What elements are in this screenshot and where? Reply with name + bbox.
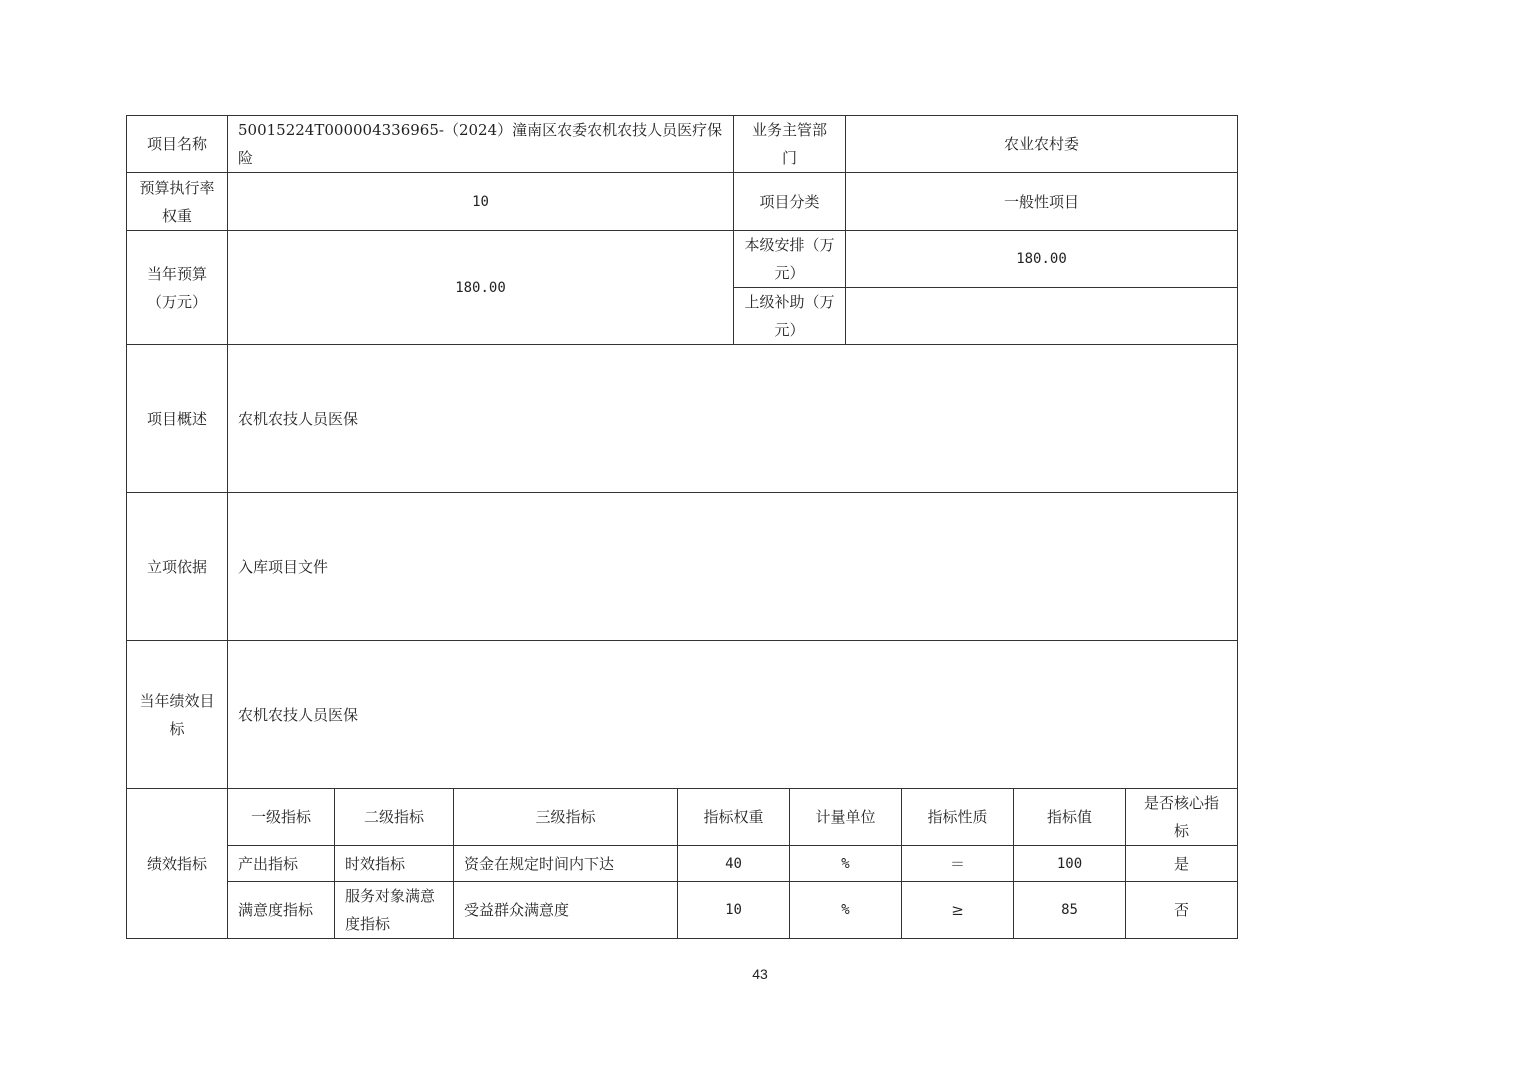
upper-label-line2: 元） <box>774 321 805 339</box>
perf-label: 绩效指标 <box>126 788 228 939</box>
header-value: 指标值 <box>1013 788 1126 846</box>
overview-label: 项目概述 <box>126 344 228 493</box>
project-name-label: 项目名称 <box>126 115 228 173</box>
row1-nature: ＝ <box>901 845 1014 882</box>
local-value: 180.00 <box>845 230 1238 288</box>
row1-level1: 产出指标 <box>227 845 335 882</box>
budget-label-line2: （万元） <box>146 292 207 311</box>
header-level2: 二级指标 <box>334 788 454 846</box>
row1-unit: % <box>789 845 902 882</box>
header-core <box>1125 788 1238 846</box>
row2-value: 85 <box>1013 881 1126 939</box>
row1-value: 100 <box>1013 845 1126 882</box>
row2-weight: 10 <box>677 881 790 939</box>
overview-value: 农机农技人员医保 <box>227 344 1238 493</box>
row2-level1: 满意度指标 <box>227 881 335 939</box>
row2-unit: % <box>789 881 902 939</box>
row2-level2 <box>334 881 454 939</box>
budget-value: 180.00 <box>227 230 734 345</box>
header-core-line1: 是否核心指 <box>1143 794 1219 812</box>
dept-value: 农业农村委 <box>845 115 1238 173</box>
upper-label <box>733 287 846 345</box>
project-name-value: 50015224T000004336965-（2024）潼南区农委农机农技人员医疗保险 <box>227 115 734 173</box>
upper-value <box>845 287 1238 345</box>
goal-label-line1: 当年绩效目 <box>139 691 215 710</box>
rate-value: 10 <box>227 172 734 231</box>
header-core-line2: 标 <box>1173 822 1189 840</box>
budget-label-line1: 当年预算 <box>146 264 207 283</box>
row1-core: 是 <box>1125 845 1238 882</box>
basis-value: 入库项目文件 <box>227 492 1238 641</box>
row1-level3: 资金在规定时间内下达 <box>453 845 678 882</box>
goal-label-line2: 标 <box>169 719 185 738</box>
row2-nature: ≥ <box>901 881 1014 939</box>
row1-level2: 时效指标 <box>334 845 454 882</box>
page-number: 43 <box>752 966 768 982</box>
header-weight: 指标权重 <box>677 788 790 846</box>
rate-label <box>126 172 228 231</box>
header-level1: 一级指标 <box>227 788 335 846</box>
row2-level3: 受益群众满意度 <box>453 881 678 939</box>
header-nature: 指标性质 <box>901 788 1014 846</box>
rate-label-line2: 权重 <box>161 206 192 225</box>
category-value: 一般性项目 <box>845 172 1238 231</box>
category-label: 项目分类 <box>733 172 846 231</box>
local-label-line2: 元） <box>774 264 805 282</box>
goal-label <box>126 640 228 789</box>
row2-level2-line2: 度指标 <box>345 915 391 933</box>
header-level3: 三级指标 <box>453 788 678 846</box>
header-unit: 计量单位 <box>789 788 902 846</box>
row2-level2-line1: 服务对象满意 <box>345 887 436 905</box>
local-label <box>733 230 846 288</box>
dept-label <box>733 115 846 173</box>
dept-label-line2: 门 <box>781 149 797 167</box>
row1-weight: 40 <box>677 845 790 882</box>
row2-core: 否 <box>1125 881 1238 939</box>
dept-label-line1: 业务主管部 <box>751 121 827 139</box>
goal-value: 农机农技人员医保 <box>227 640 1238 789</box>
basis-label: 立项依据 <box>126 492 228 641</box>
budget-label <box>126 230 228 345</box>
upper-label-line1: 上级补助（万 <box>744 293 835 311</box>
rate-label-line1: 预算执行率 <box>139 178 215 197</box>
local-label-line1: 本级安排（万 <box>744 236 835 254</box>
